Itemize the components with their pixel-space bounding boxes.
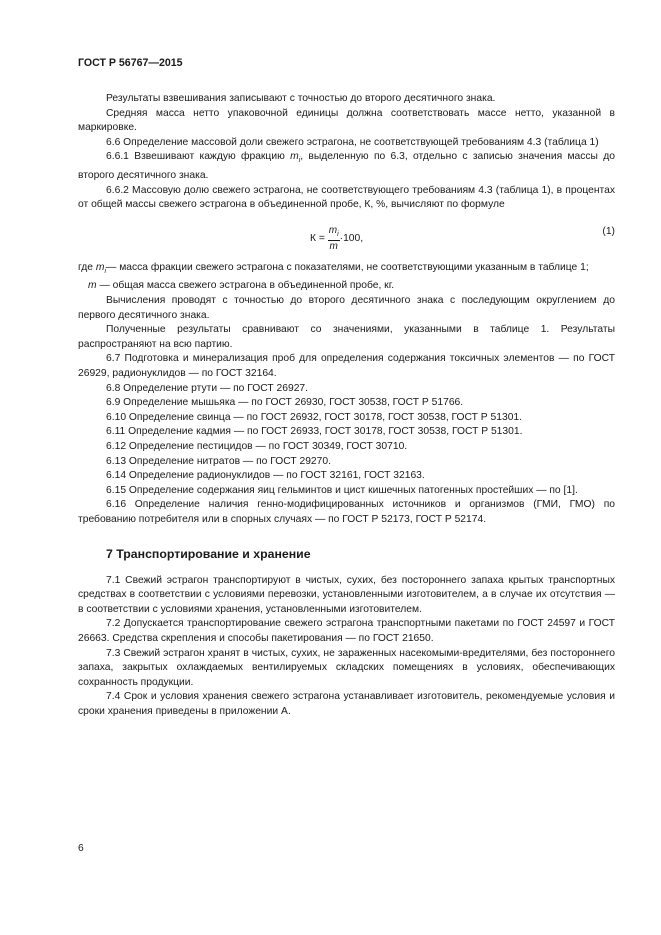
section-title: 7 Транспортирование и хранение (106, 546, 311, 561)
subscript-i: i (298, 157, 301, 165)
legend-row-mi (78, 261, 615, 280)
paragraph: 7.4 Срок и условия хранения свежего эстрагона устанавливает изготовитель, рекомендуемые условия и сроки хранения приведены в приложении А. (78, 691, 615, 717)
legend-where: где (78, 261, 96, 273)
formula-fraction (328, 225, 340, 252)
legend-var-m: m (95, 261, 105, 273)
paragraph: 6.12 Определение пестицидов — по ГОСТ 30349, ГОСТ 30710. (106, 440, 408, 452)
fraction-numerator (328, 225, 340, 241)
legend-lead (78, 261, 106, 280)
legend-sub-i: i (104, 267, 107, 275)
paragraph: 7.2 Допускается транспортирование свежего эстрагона транспортными пакетами по ГОСТ 24597 и ГОСТ 26663. Средства скрепления и способы пакетирования — по ГОСТ 21650. (78, 618, 615, 644)
paragraph: 6.9 Определение мышьяка — по ГОСТ 26930, ГОСТ 30538, ГОСТ Р 51766. (106, 397, 464, 409)
paragraph: Вычисления проводят с точностью до второго десятичного знака с последующим округлением до первого десятичного знака. (78, 295, 615, 321)
paragraph: 6.8 Определение ртути — по ГОСТ 26927. (106, 382, 309, 394)
paragraph: 7.1 Свежий эстрагон транспортируют в чистых, сухих, без постороннего запаха крытых транспортных средствах в соответствии с условиями перевозки, установленными изготовителем, а в случае их отсутствия — в соответствии с условиями хранения, установленными изготовителем. (78, 574, 615, 615)
paragraph: 6.15 Определение содержания яиц гельминтов и цист кишечных патогенных простейших — по [1]. (106, 484, 578, 496)
document-header: ГОСТ Р 56767—2015 (78, 57, 183, 69)
legend-var-m2: m (88, 280, 97, 292)
fraction-denominator: m (329, 240, 338, 252)
page-body (78, 92, 615, 719)
variable-m: m (290, 151, 299, 163)
text-run: 6.6.1 Взвешивают каждую фракцию (106, 151, 291, 163)
formula-tail: ·100, (339, 233, 364, 245)
paragraph: Средняя масса нетто упаковочной единицы должна соответствовать массе нетто, указанной в маркировке. (78, 107, 615, 134)
legend-row-m (78, 279, 615, 294)
formula-expression (310, 225, 363, 252)
paragraph: 6.14 Определение радионуклидов — по ГОСТ 32161, ГОСТ 32163. (106, 470, 425, 482)
numerator-var: m (328, 224, 338, 236)
paragraph: 6.13 Определение нитратов — по ГОСТ 29270. (106, 455, 331, 467)
paragraph-6-6-2: 6.6.2 Массовую долю свежего эстрагона, не соответствующего требованиям 4.3 (таблица 1), в процентах от общей массы свежего эстрагона в объединенной пробе, К, %, вычисляют по формуле (78, 184, 615, 211)
page-number: 6 (78, 843, 84, 854)
paragraph-6-6-1 (78, 150, 615, 183)
legend-text-m: — общая масса свежего эстрагона в объединенной пробе, кг. (96, 280, 395, 292)
paragraph: 7.3 Свежий эстрагон хранят в чистых, сухих, не зараженных насекомыми-вредителями, без постороннего запаха, закрытых охлаждаемых вентилируемых складских помещениях в условиях, обеспечивающих сохранность продукции. (78, 647, 615, 688)
paragraph: Результаты взвешивания записывают с точностью до второго десятичного знака. (106, 93, 496, 104)
formula-1 (78, 219, 615, 257)
legend-text-mi: — масса фракции свежего эстрагона с показателями, не соответствующими указанным в таблице 1; (106, 261, 589, 273)
paragraph: 6.6 Определение массовой доли свежего эстрагона, не соответствующей требованиям 4.3 (таблица 1) (106, 136, 599, 148)
formula-number: (1) (602, 225, 615, 237)
paragraph: 6.10 Определение свинца — по ГОСТ 26932, ГОСТ 30178, ГОСТ 30538, ГОСТ Р 51301. (106, 411, 523, 423)
paragraph: Полученные результаты сравнивают со значениями, указанными в таблице 1. Результаты распространяют на всю партию. (78, 324, 615, 350)
text-run: , выделенную по 6.3, отдельно с записью значения массы до второго десятичного знака. (78, 151, 615, 182)
formula-legend (78, 261, 615, 294)
paragraph: 6.16 Определение наличия генно-модифицированных источников и организмов (ГМИ, ГМО) по требованию потребителя или в спорных случаях — по ГОСТ Р 52173, ГОСТ Р 52174. (78, 499, 615, 525)
paragraph: 6.7 Подготовка и минерализация проб для определения содержания токсичных элементов — по ГОСТ 26929, радионуклидов — по ГОСТ 32164. (78, 353, 615, 379)
formula-lhs: К = (310, 233, 325, 245)
numerator-sub: i (337, 230, 339, 238)
paragraph: 6.11 Определение кадмия — по ГОСТ 26933, ГОСТ 30178, ГОСТ 30538, ГОСТ Р 51301. (106, 426, 523, 438)
